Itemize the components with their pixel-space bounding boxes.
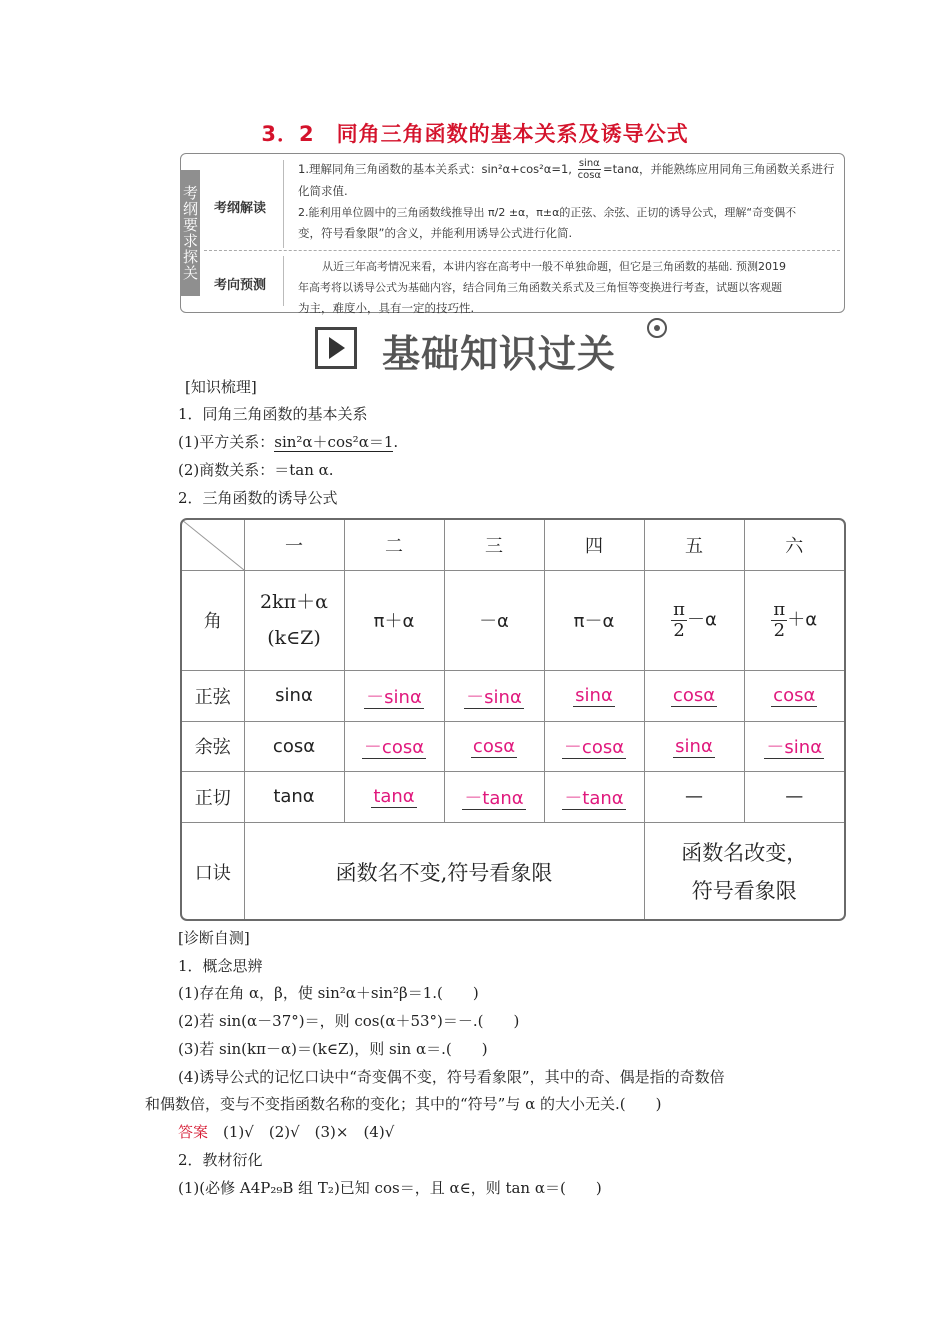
question-3: (3)若 sin(kπ－α)＝(k∈Z)，则 sin α＝.( )	[178, 1040, 488, 1058]
tangent-row	[182, 771, 844, 822]
tangent-label: 正切	[182, 771, 244, 822]
square-relation-label: (1)平方关系：	[178, 433, 275, 451]
trend-line2: 年高考将以诱导公式为基础内容，结合同角三角函数关系式及三角恒等变换进行考查，试题以客观题	[298, 281, 782, 294]
tangent-base: tanα	[244, 771, 344, 822]
diagnosis-section-label: [诊断自测]	[178, 929, 250, 947]
outline-frac-den: cosα	[577, 170, 601, 181]
angle-5-rest: －α	[686, 609, 717, 630]
sine-row	[182, 670, 844, 721]
cosine-5: sinα	[675, 735, 713, 757]
outline-fraction	[578, 158, 601, 181]
answer-line	[178, 1122, 394, 1142]
outline-line1: 1.理解同角三角函数的基本关系式：sin²α+cos²α=1,	[298, 162, 572, 176]
angle-6-rest: ＋α	[787, 609, 818, 630]
exam-outline-label: 考纲解读	[214, 201, 267, 216]
cosine-3: cosα	[472, 735, 516, 757]
sine-base: sinα	[244, 670, 344, 721]
angle-label: 角	[182, 570, 244, 670]
title-number: 3．2	[261, 122, 315, 146]
angle-5-fraction	[671, 600, 687, 641]
corner-diagonal	[182, 520, 244, 570]
header-6: 六	[744, 520, 844, 570]
question-4b: 和偶数倍，变与不变指函数名称的变化；其中的“符号”与 α 的大小无关.( )	[145, 1095, 662, 1113]
outline-line3: 2.能利用单位圆中的三角函数线推导出 π/2 ±α，π±α的正弦、余弦、正切的诱导公式，理解“奇变偶不	[298, 206, 797, 219]
mnemonic-right-1: 函数名改变，	[681, 840, 808, 865]
target-icon	[647, 318, 667, 338]
mnemonic-right-2: 符号看象限	[691, 878, 797, 903]
sine-2: －sinα	[366, 686, 422, 708]
table-header-row	[182, 520, 844, 570]
title-text: 同角三角函数的基本关系及诱导公式	[336, 122, 689, 146]
square-relation	[178, 432, 398, 452]
sine-5: cosα	[672, 685, 716, 706]
header-1: 一	[244, 520, 344, 570]
trend-line1: 从近三年高考情况来看，本讲内容在高考中一般不单独命题，但它是三角函数的基础. 预测2019	[322, 260, 786, 273]
exam-outline-text	[298, 158, 838, 244]
page-title	[0, 118, 950, 148]
angle-5-num: π	[673, 598, 685, 620]
outline-line2: 化简求值.	[298, 184, 348, 198]
angle-5-den: 2	[673, 619, 685, 641]
diagnosis-item1: 1．概念思辨	[178, 957, 263, 975]
mnemonic-row	[182, 822, 844, 921]
trend-line3: 为主，难度小，具有一定的技巧性.	[298, 301, 475, 315]
header-4: 四	[544, 520, 644, 570]
quotient-relation: (2)商数关系：＝tan α.	[178, 461, 334, 479]
knowledge-item2: 2．三角函数的诱导公式	[178, 489, 338, 507]
sine-3: －sinα	[466, 686, 522, 708]
cosine-base: cosα	[244, 721, 344, 771]
diagnosis-item2: 2．教材衍化	[178, 1151, 263, 1169]
angle-2: π＋α	[344, 570, 444, 670]
mnemonic-left: 函数名不变,符号看象限	[244, 822, 644, 921]
cosine-6: －sinα	[766, 737, 823, 758]
angle-1b: (k∈Z)	[267, 627, 321, 649]
requirements-divider-h	[204, 250, 840, 252]
cosine-label: 余弦	[182, 721, 244, 771]
knowledge-item1: 1．同角三角函数的基本关系	[178, 405, 368, 423]
angle-1	[244, 570, 344, 670]
cosine-row	[182, 721, 844, 771]
angle-1a: 2kπ＋α	[260, 591, 328, 613]
sine-6: cosα	[773, 685, 816, 706]
requirements-divider-v2	[283, 256, 284, 306]
angle-6-fraction	[771, 600, 787, 641]
angle-6-den: 2	[773, 619, 786, 641]
outline-line1b: =tanα，并能熟练应用同角三角函数关系进行	[603, 162, 835, 176]
mnemonic-right	[644, 822, 844, 921]
corner-cell	[182, 520, 244, 570]
induction-formula-table	[180, 518, 846, 921]
header-5: 五	[644, 520, 744, 570]
question-2: (2)若 sin(α－37°)＝，则 cos(α＋53°)＝－.( )	[178, 1012, 520, 1030]
header-3: 三	[444, 520, 544, 570]
question-1: (1)存在角 α，β，使 sin²α＋sin²β＝1.( )	[178, 984, 479, 1002]
square-relation-answer: sin²α＋cos²α＝1	[274, 433, 394, 451]
angle-6	[744, 570, 844, 670]
knowledge-section-label: [知识梳理]	[185, 378, 257, 396]
question-5: (1)(必修 A4P₂₉B 组 T₂)已知 cos＝，且 α∈，则 tan α＝( )	[178, 1179, 602, 1197]
square-relation-end: .	[393, 433, 399, 451]
angle-row	[182, 570, 844, 670]
answer-label: 答案	[178, 1123, 209, 1141]
question-4a: (4)诱导公式的记忆口诀中“奇变偶不变，符号看象限”，其中的奇、偶是指的奇数倍	[178, 1068, 725, 1086]
tangent-2: tanα	[373, 786, 415, 807]
tangent-3: －tanα	[464, 787, 524, 809]
header-2: 二	[344, 520, 444, 570]
play-icon	[329, 337, 345, 359]
outline-frac-num: sinα	[578, 158, 600, 169]
cosine-2: －cosα	[363, 737, 425, 758]
exam-trend-label: 考向预测	[214, 278, 267, 293]
angle-6-num: π	[773, 598, 786, 620]
tangent-4: －tanα	[564, 787, 624, 809]
tangent-5: —	[644, 771, 744, 822]
cosine-4: －cosα	[563, 737, 625, 758]
angle-3: －α	[444, 570, 544, 670]
exam-trend-text	[298, 256, 838, 319]
sine-label: 正弦	[182, 670, 244, 721]
section-banner: 基础知识过关	[382, 332, 617, 376]
requirements-side-label: 考纲要求探关	[180, 170, 200, 296]
mnemonic-label: 口诀	[182, 822, 244, 921]
outline-line4: 变，符号看象限”的含义，并能利用诱导公式进行化简.	[298, 226, 573, 240]
requirements-divider-v1	[283, 160, 284, 248]
angle-5	[644, 570, 744, 670]
tangent-6: —	[744, 771, 844, 822]
answer-text: (1)√ (2)√ (3)× (4)√	[223, 1123, 395, 1141]
sine-4: sinα	[575, 685, 613, 706]
angle-4: π－α	[544, 570, 644, 670]
